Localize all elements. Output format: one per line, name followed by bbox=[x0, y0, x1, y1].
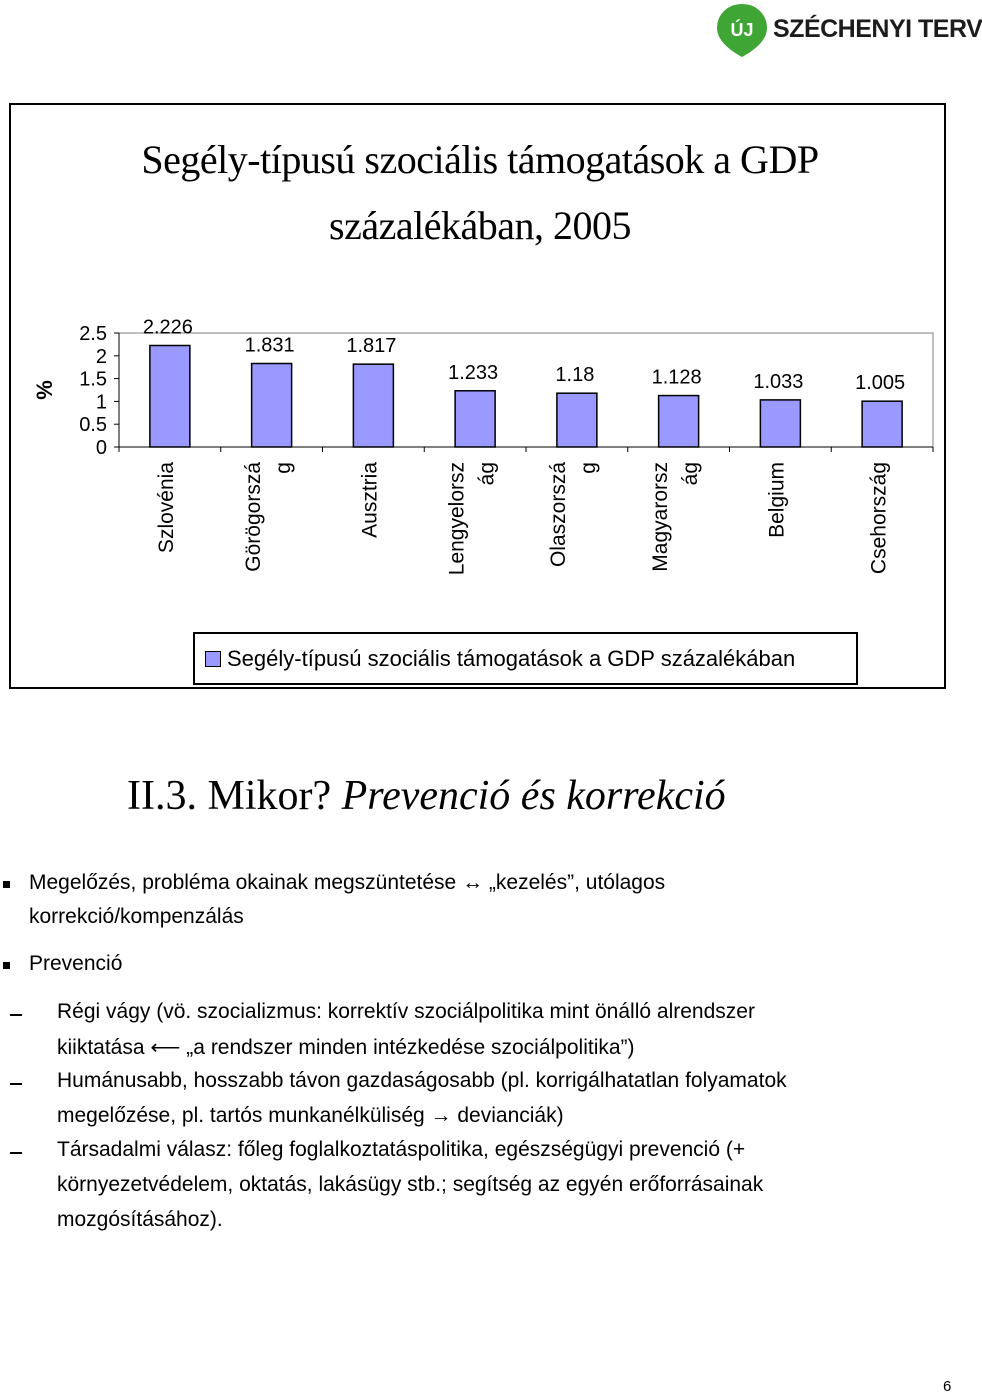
plot-area bbox=[119, 333, 933, 447]
bar bbox=[455, 391, 495, 447]
x-tick-label: ág bbox=[678, 462, 702, 486]
heading-emphasis: Prevenció és korrekció bbox=[341, 773, 726, 819]
bar bbox=[252, 364, 292, 447]
x-tick-label: ág bbox=[475, 462, 499, 486]
bar bbox=[659, 396, 699, 447]
chart-title-line2: százalékában, 2005 bbox=[329, 203, 631, 248]
x-tick-label: Olaszorszá bbox=[547, 462, 571, 568]
y-tick-label: 1.5 bbox=[79, 368, 107, 391]
logo-badge-text: ÚJ bbox=[730, 20, 754, 40]
x-tick-label: Szlovénia bbox=[155, 462, 179, 554]
x-tick-label: Csehország bbox=[867, 462, 891, 575]
y-tick-label: 0 bbox=[95, 437, 107, 459]
bar bbox=[353, 364, 393, 447]
data-label: 1.033 bbox=[753, 370, 804, 393]
chart-legend bbox=[193, 632, 858, 685]
body-line-10: mozgósításához). bbox=[57, 1208, 223, 1231]
y-axis-label: % bbox=[32, 380, 57, 400]
body-line-5: kiiktatása ⟵ „a rendszer minden intézkedése szociálpolitika”) bbox=[57, 1036, 635, 1059]
data-label: 1.005 bbox=[855, 372, 906, 395]
heading-prefix: II.3. Mikor? bbox=[127, 773, 342, 819]
data-label: 1.233 bbox=[448, 361, 499, 384]
bar bbox=[150, 345, 190, 447]
body-line-3: Prevenció bbox=[29, 952, 123, 975]
x-tick-label: Lengyelorsz bbox=[445, 462, 469, 576]
y-tick-label: 1 bbox=[95, 391, 107, 414]
body-line-6: Humánusabb, hosszabb távon gazdaságosabb (pl. korrigálhatatlan folyamatok bbox=[57, 1069, 787, 1092]
body-line-9: környezetvédelem, oktatás, lakásügy stb.; segítség az egyén erőforrásainak bbox=[57, 1173, 764, 1196]
body-line-1: Megelőzés, probléma okainak megszüntetése ↔ „kezelés”, utólagos bbox=[29, 871, 666, 894]
bullet-square bbox=[3, 881, 10, 888]
body-line-7: megelőzése, pl. tartós munkanélküliség → devianciák) bbox=[57, 1104, 564, 1127]
data-label: 1.831 bbox=[244, 334, 295, 357]
dash-bullet bbox=[10, 1152, 22, 1154]
bar bbox=[557, 393, 597, 447]
x-tick-label: Ausztria bbox=[358, 462, 382, 538]
y-tick-label: 2 bbox=[95, 345, 107, 368]
section-heading bbox=[127, 772, 726, 820]
body-line-4: Régi vágy (vö. szocializmus: korrektív szociálpolitika mint önálló alrendszer bbox=[57, 1000, 755, 1023]
y-tick-label: 2.5 bbox=[79, 323, 107, 345]
chart-title-line1: Segély-típusú szociális támogatások a GDP bbox=[141, 137, 819, 182]
legend-label: Segély-típusú szociális támogatások a GDP százalékában bbox=[227, 645, 796, 671]
x-tick-label: g bbox=[271, 462, 295, 474]
bar-chart bbox=[0, 0, 960, 700]
x-tick-label: Görögorszá bbox=[241, 462, 265, 572]
bar bbox=[862, 401, 902, 447]
data-label: 2.226 bbox=[142, 316, 193, 339]
x-tick-label: Belgium bbox=[765, 462, 789, 538]
logo-text: SZÉCHENYI TERV bbox=[773, 15, 982, 43]
bullet-square bbox=[3, 962, 10, 969]
page-number: 6 bbox=[943, 1378, 952, 1395]
bar bbox=[760, 400, 800, 447]
data-label: 1.18 bbox=[555, 364, 595, 387]
x-tick-label: g bbox=[577, 462, 601, 474]
y-tick-label: 0.5 bbox=[79, 414, 107, 437]
dash-bullet bbox=[10, 1014, 22, 1016]
data-label: 1.817 bbox=[346, 335, 397, 358]
x-tick-label: Magyarorsz bbox=[648, 462, 672, 572]
legend-swatch bbox=[205, 651, 221, 667]
body-line-8: Társadalmi válasz: főleg foglalkoztatáspolitika, egészségügyi prevenció (+ bbox=[57, 1138, 746, 1161]
dash-bullet bbox=[10, 1083, 22, 1085]
body-line-2: korrekció/kompenzálás bbox=[29, 905, 244, 928]
data-label: 1.128 bbox=[651, 366, 702, 389]
